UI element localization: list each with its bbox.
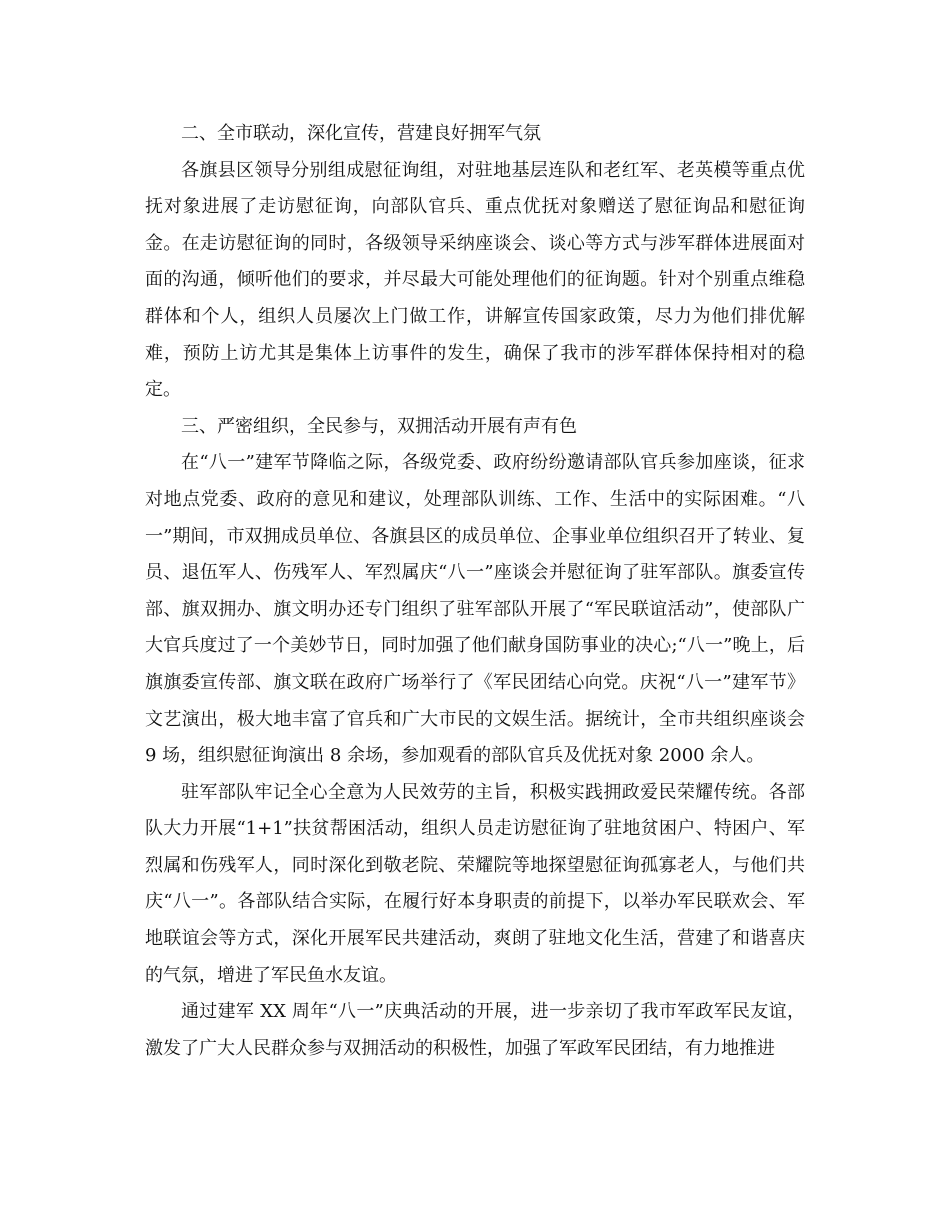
section-heading-3: 三、严密组织，全民参与，双拥活动开展有声有色 <box>181 415 577 437</box>
paragraph-army-service: 驻军部队牢记全心全意为人民效劳的主旨，积极实践拥政爱民荣耀传统。各部队大力开展“1+1”扶贫帮困活动，组织人员走访慰征询了驻地贫困户、特困户、军烈属和伤残军人，同时深化到敬老院、荣耀院等地探望慰征询孤寡老人，与他们共庆“八一”。各部队结合实际，在履行好本身职责的前提下，以举办军民联欢会、军地联谊会等方式，深化开展军民共建活动，爽朗了驻地文化生活，营建了和谐喜庆的气氛，增进了军民鱼水友谊。 <box>145 781 805 986</box>
section-heading-2: 二、全市联动，深化宣传，营建良好拥军气氛 <box>181 123 541 144</box>
document-body <box>145 116 805 1067</box>
paragraph-bayi-activities: 在“八一”建军节降临之际，各级党委、政府纷纷邀请部队官兵参加座谈，征求对地点党委、政府的意见和建议，处理部队训练、工作、生活中的实际困难。“八一”期间，市双拥成员单位、各旗县区的成员单位、企事业单位组织召开了转业、复员、退伍军人、伤残军人、军烈属庆“八一”座谈会并慰征询了驻军部队。旗委宣传部、旗双拥办、旗文明办还专门组织了驻军部队开展了“军民联谊活动”，使部队广大官兵度过了一个美妙节日，同时加强了他们献身国防事业的决心;“八一”晚上，后旗旗委宣传部、旗文联在政府广场举行了《军民团结心向党。庆祝“八一”建军节》文艺演出，极大地丰富了官兵和广大市民的文娱生活。据统计，全市共组织座谈会 9 场，组织慰征询演出 8 余场，参加观看的部队官兵及优抚对象 2000 余人。 <box>145 452 805 767</box>
paragraph-visits: 各旗县区领导分别组成慰征询组，对驻地基层连队和老红军、老英模等重点优抚对象进展了走访慰征询，向部队官兵、重点优抚对象赠送了慰征询品和慰征询金。在走访慰征询的同时，各级领导采纳座谈会、谈心等方式与涉军群体进展面对面的沟通，倾听他们的要求，并尽最大可能处理他们的征询题。针对个别重点维稳群体和个人，组织人员屡次上门做工作，讲解宣传国家政策，尽力为他们排优解难，预防上访尤其是集体上访事件的发生，确保了我市的涉军群体保持相对的稳定。 <box>145 159 805 401</box>
paragraph-conclusion: 通过建军 XX 周年“八一”庆典活动的开展，进一步亲切了我市军政军民友谊，激发了广大人民群众参与双拥活动的积极性，加强了军政军民团结，有力地推进 <box>145 1001 805 1059</box>
